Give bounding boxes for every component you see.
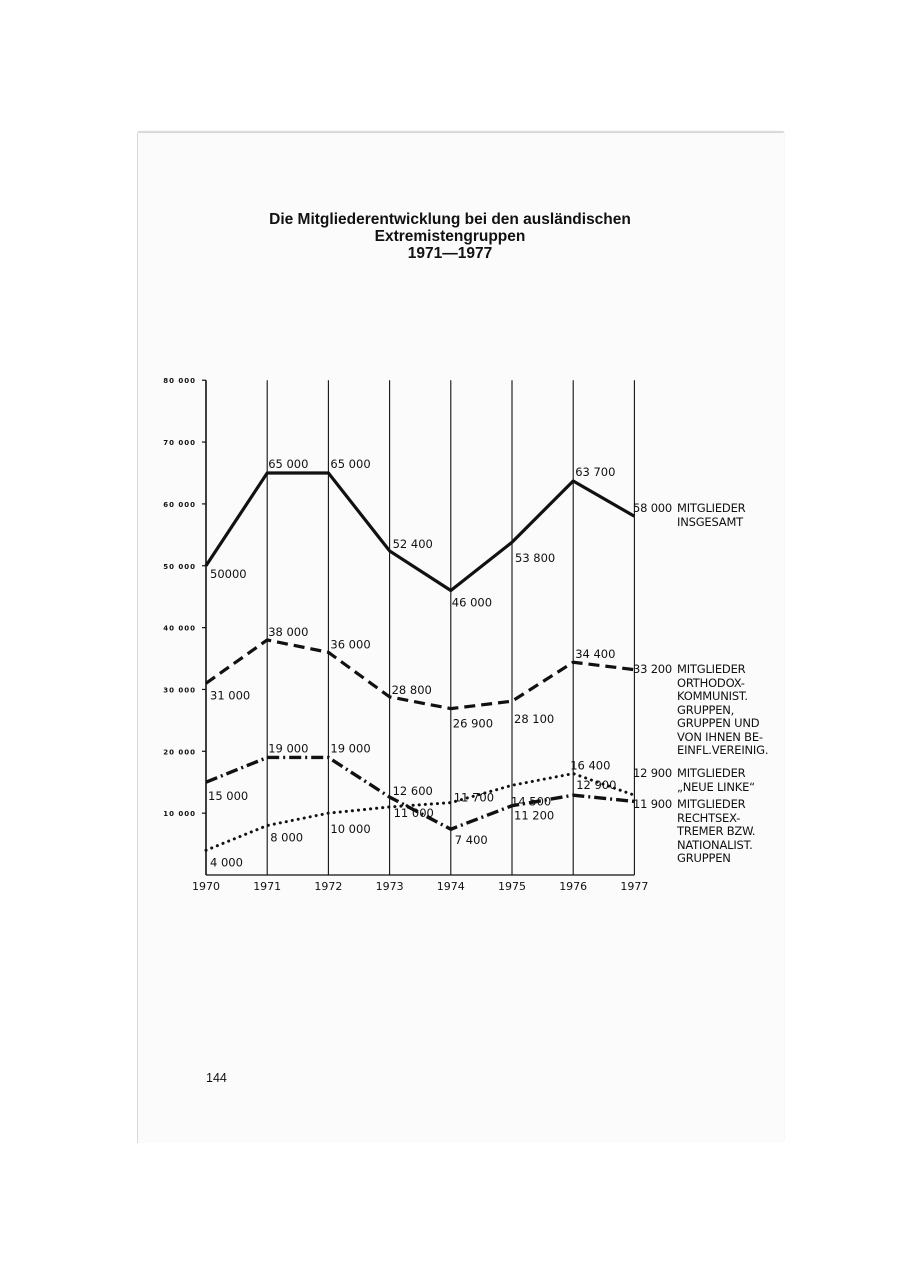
data-label-s2-1973: 12 600 bbox=[392, 784, 433, 799]
legend-label-rest: „NEUE LINKE“ bbox=[677, 779, 755, 794]
series-line-1 bbox=[206, 640, 634, 709]
x-tick-label: 1971 bbox=[253, 880, 282, 893]
data-label-s3-1973: 11 000 bbox=[393, 805, 434, 820]
data-label-s1-1971: 38 000 bbox=[268, 624, 309, 639]
data-label-s1-1974: 26 900 bbox=[452, 716, 494, 731]
data-label-s2-1975: 11 200 bbox=[514, 808, 555, 823]
data-label-s0-1971: 65 000 bbox=[268, 456, 309, 471]
y-tick-label: 10 000 bbox=[163, 810, 196, 819]
data-label-s3-1971: 8 000 bbox=[270, 830, 304, 845]
data-label-s1-1973: 28 800 bbox=[391, 682, 432, 697]
chart-subtitle: 1971—1977 bbox=[407, 245, 493, 262]
legend-label: MITGLIEDER bbox=[677, 797, 746, 811]
legend-value: 12 900 bbox=[633, 766, 673, 780]
legend-value: 11 900 bbox=[633, 797, 673, 811]
x-tick-label: 1974 bbox=[436, 880, 465, 893]
data-label-s1-1975: 28 100 bbox=[514, 712, 555, 727]
x-tick-label: 1973 bbox=[375, 880, 404, 893]
y-tick-label: 40 000 bbox=[163, 624, 196, 633]
data-label-s0-1972: 65 000 bbox=[330, 456, 371, 471]
data-label-s1-1972: 36 000 bbox=[330, 637, 371, 652]
data-label-s0-1976: 63 700 bbox=[575, 465, 616, 480]
data-label-s0-1973: 52 400 bbox=[392, 536, 433, 551]
legend-label-rest: INSGESAMT bbox=[677, 514, 743, 529]
y-tick-label: 30 000 bbox=[163, 686, 196, 695]
data-label-s3-1972: 10 000 bbox=[330, 822, 371, 837]
legend-value: 58 000 bbox=[633, 501, 673, 515]
page-number: 144 bbox=[206, 1071, 227, 1085]
legend-label: MITGLIEDER bbox=[677, 766, 746, 780]
data-label-s0-1974: 46 000 bbox=[451, 595, 493, 610]
x-tick-label: 1972 bbox=[314, 880, 343, 893]
chart-title: Die Mitgliederentwicklung bei den ausländischen bbox=[269, 211, 631, 228]
x-tick-label: 1975 bbox=[498, 880, 526, 893]
data-label-s3-1970: 4 000 bbox=[210, 855, 243, 870]
legend-orthodox-kommunist bbox=[633, 663, 768, 758]
data-label-s3-1975: 14 500 bbox=[511, 794, 552, 809]
data-label-s2-1970: 15 000 bbox=[208, 789, 249, 804]
legend-neue-linke bbox=[633, 767, 755, 794]
y-tick-label: 70 000 bbox=[163, 439, 196, 448]
series-line-0 bbox=[206, 473, 634, 591]
data-label-s0-1970: 50000 bbox=[210, 566, 247, 581]
x-tick-label: 1970 bbox=[192, 880, 220, 893]
data-label-s1-1976: 34 400 bbox=[575, 647, 616, 662]
y-tick-label: 80 000 bbox=[163, 377, 196, 386]
x-tick-label: 1976 bbox=[559, 880, 588, 893]
chart-title-line2: Extremistengruppen bbox=[374, 228, 526, 245]
legend-label: MITGLIEDER bbox=[677, 662, 746, 676]
y-tick-label: 20 000 bbox=[163, 748, 196, 757]
y-tick-label: 50 000 bbox=[163, 562, 196, 571]
legend-rechtsextrem bbox=[633, 798, 755, 866]
data-label-s1-1970: 31 000 bbox=[210, 688, 251, 703]
data-label-s2-1971: 19 000 bbox=[268, 741, 309, 756]
legend-label-rest: ORTHODOX- KOMMUNIST. GRUPPEN, GRUPPEN UND VON IHNEN BE- EINFL.VEREINIG. bbox=[677, 675, 769, 757]
data-label-s3-1976: 16 400 bbox=[570, 758, 611, 773]
x-tick-label: 1977 bbox=[620, 880, 649, 893]
data-label-s3-1974: 11 700 bbox=[453, 790, 495, 805]
legend-label-rest: RECHTSEX- TREMER BZW. NATIONALIST. GRUPPEN bbox=[677, 810, 756, 865]
legend-insgesamt bbox=[633, 502, 745, 529]
data-label-s0-1975: 53 800 bbox=[515, 551, 556, 566]
data-label-s2-1972: 19 000 bbox=[330, 741, 371, 756]
data-label-s2-1976: 12 900 bbox=[576, 778, 617, 793]
legend-value: 33 200 bbox=[633, 662, 673, 676]
data-label-s2-1974: 7 400 bbox=[454, 833, 488, 848]
legend-label: MITGLIEDER bbox=[677, 501, 746, 515]
y-tick-label: 60 000 bbox=[163, 500, 196, 509]
